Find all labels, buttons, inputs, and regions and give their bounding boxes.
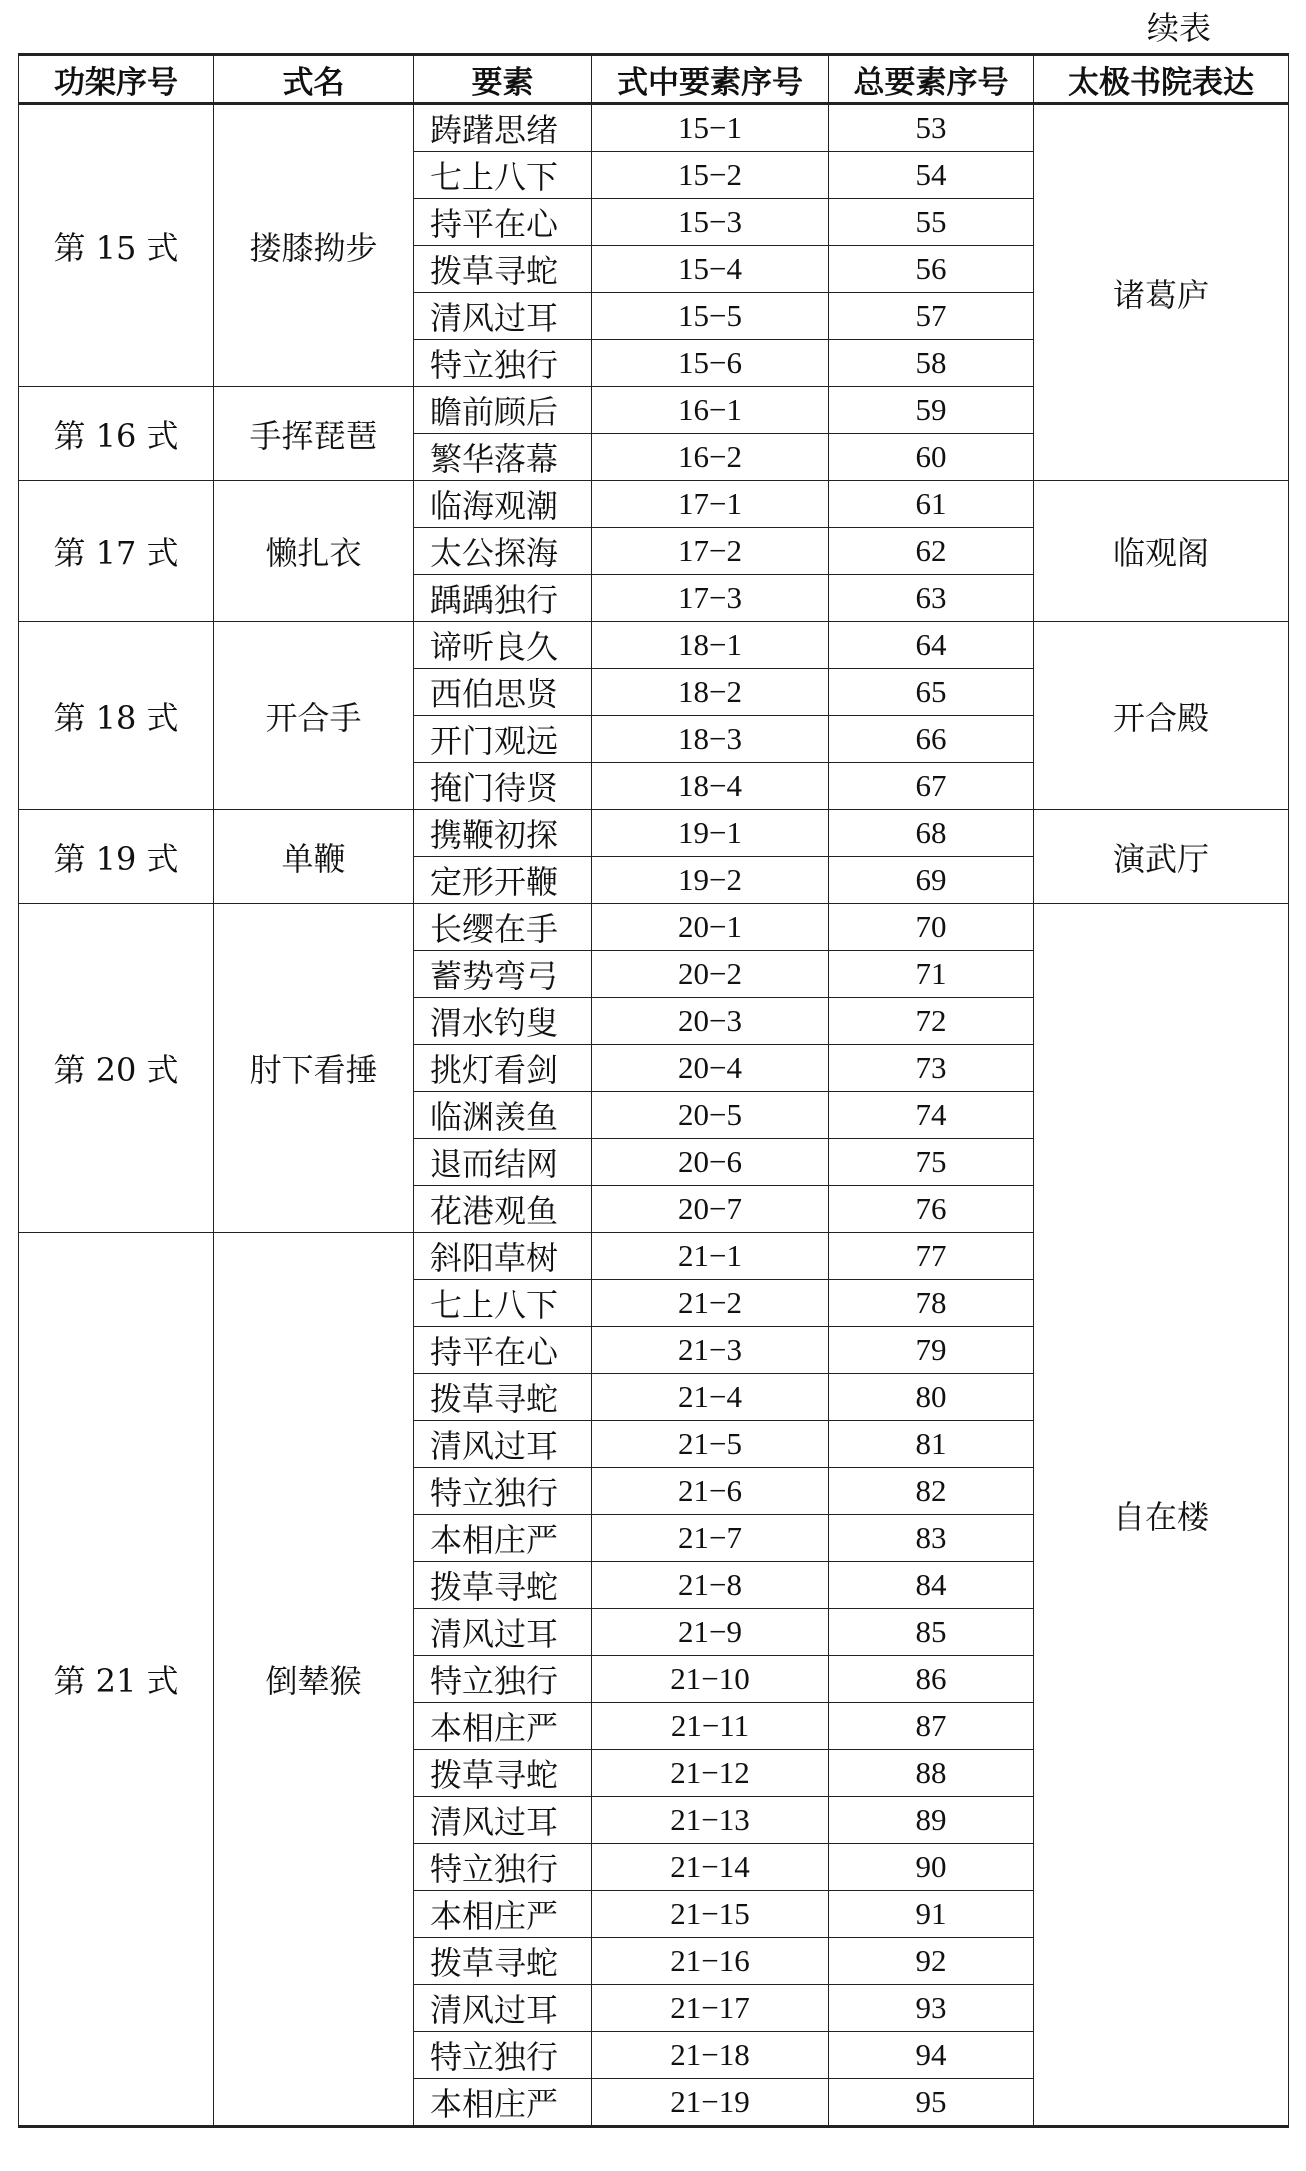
element-index-cell: 21−18 xyxy=(592,2032,829,2079)
element-cell: 本相庄严 xyxy=(414,1515,592,1562)
total-index-cell: 84 xyxy=(829,1562,1034,1609)
element-cell: 清风过耳 xyxy=(414,1797,592,1844)
element-index-cell: 21−10 xyxy=(592,1656,829,1703)
element-cell: 退而结网 xyxy=(414,1139,592,1186)
total-index-cell: 54 xyxy=(829,152,1034,199)
total-index-cell: 60 xyxy=(829,434,1034,481)
total-index-cell: 70 xyxy=(829,904,1034,951)
element-index-cell: 21−14 xyxy=(592,1844,829,1891)
form-name-cell: 倒辇猴 xyxy=(214,1233,414,2127)
element-index-cell: 15−3 xyxy=(592,199,829,246)
header-element: 要素 xyxy=(414,55,592,104)
header-seq: 功架序号 xyxy=(19,55,214,104)
total-index-cell: 88 xyxy=(829,1750,1034,1797)
total-index-cell: 80 xyxy=(829,1374,1034,1421)
element-index-cell: 20−6 xyxy=(592,1139,829,1186)
element-cell: 特立独行 xyxy=(414,1844,592,1891)
element-index-cell: 21−17 xyxy=(592,1985,829,2032)
total-index-cell: 82 xyxy=(829,1468,1034,1515)
forms-table xyxy=(18,53,1289,2128)
element-index-cell: 21−12 xyxy=(592,1750,829,1797)
element-cell: 七上八下 xyxy=(414,152,592,199)
form-seq-cell: 第 15 式 xyxy=(19,104,214,387)
table-body xyxy=(19,104,1289,2127)
form-name-cell: 肘下看捶 xyxy=(214,904,414,1233)
header-element-index: 式中要素序号 xyxy=(592,55,829,104)
element-index-cell: 15−5 xyxy=(592,293,829,340)
total-index-cell: 72 xyxy=(829,998,1034,1045)
element-index-cell: 16−2 xyxy=(592,434,829,481)
element-cell: 本相庄严 xyxy=(414,2079,592,2127)
element-index-cell: 18−2 xyxy=(592,669,829,716)
form-seq-cell: 第 18 式 xyxy=(19,622,214,810)
element-cell: 拨草寻蛇 xyxy=(414,1562,592,1609)
form-name-cell: 开合手 xyxy=(214,622,414,810)
element-index-cell: 18−1 xyxy=(592,622,829,669)
element-index-cell: 15−4 xyxy=(592,246,829,293)
element-cell: 清风过耳 xyxy=(414,1609,592,1656)
element-index-cell: 21−16 xyxy=(592,1938,829,1985)
element-cell: 特立独行 xyxy=(414,1656,592,1703)
total-index-cell: 76 xyxy=(829,1186,1034,1233)
element-cell: 本相庄严 xyxy=(414,1891,592,1938)
element-cell: 拨草寻蛇 xyxy=(414,1374,592,1421)
element-index-cell: 19−2 xyxy=(592,857,829,904)
total-index-cell: 61 xyxy=(829,481,1034,528)
element-index-cell: 15−6 xyxy=(592,340,829,387)
element-index-cell: 21−11 xyxy=(592,1703,829,1750)
form-seq-cell: 第 19 式 xyxy=(19,810,214,904)
element-index-cell: 21−19 xyxy=(592,2079,829,2127)
element-index-cell: 21−15 xyxy=(592,1891,829,1938)
element-cell: 清风过耳 xyxy=(414,293,592,340)
form-name-cell: 懒扎衣 xyxy=(214,481,414,622)
total-index-cell: 86 xyxy=(829,1656,1034,1703)
total-index-cell: 85 xyxy=(829,1609,1034,1656)
element-cell: 特立独行 xyxy=(414,2032,592,2079)
element-cell: 渭水钓叟 xyxy=(414,998,592,1045)
element-index-cell: 20−1 xyxy=(592,904,829,951)
total-index-cell: 83 xyxy=(829,1515,1034,1562)
element-cell: 拨草寻蛇 xyxy=(414,246,592,293)
element-cell: 太公探海 xyxy=(414,528,592,575)
element-index-cell: 20−5 xyxy=(592,1092,829,1139)
element-cell: 开门观远 xyxy=(414,716,592,763)
total-index-cell: 79 xyxy=(829,1327,1034,1374)
total-index-cell: 65 xyxy=(829,669,1034,716)
element-cell: 长缨在手 xyxy=(414,904,592,951)
table-row xyxy=(19,481,1289,528)
total-index-cell: 92 xyxy=(829,1938,1034,1985)
element-cell: 掩门待贤 xyxy=(414,763,592,810)
element-index-cell: 21−9 xyxy=(592,1609,829,1656)
element-index-cell: 18−3 xyxy=(592,716,829,763)
element-index-cell: 21−8 xyxy=(592,1562,829,1609)
header-name: 式名 xyxy=(214,55,414,104)
total-index-cell: 69 xyxy=(829,857,1034,904)
element-index-cell: 17−3 xyxy=(592,575,829,622)
element-cell: 挑灯看剑 xyxy=(414,1045,592,1092)
total-index-cell: 89 xyxy=(829,1797,1034,1844)
element-index-cell: 19−1 xyxy=(592,810,829,857)
form-name-cell: 搂膝拗步 xyxy=(214,104,414,387)
total-index-cell: 59 xyxy=(829,387,1034,434)
element-cell: 瞻前顾后 xyxy=(414,387,592,434)
form-seq-cell: 第 17 式 xyxy=(19,481,214,622)
element-index-cell: 17−2 xyxy=(592,528,829,575)
form-seq-cell: 第 21 式 xyxy=(19,1233,214,2127)
form-seq-cell: 第 20 式 xyxy=(19,904,214,1233)
element-cell: 临渊羡鱼 xyxy=(414,1092,592,1139)
header-total-index: 总要素序号 xyxy=(829,55,1034,104)
total-index-cell: 57 xyxy=(829,293,1034,340)
element-index-cell: 18−4 xyxy=(592,763,829,810)
total-index-cell: 93 xyxy=(829,1985,1034,2032)
element-cell: 持平在心 xyxy=(414,199,592,246)
total-index-cell: 74 xyxy=(829,1092,1034,1139)
element-index-cell: 21−5 xyxy=(592,1421,829,1468)
expression-cell: 演武厅 xyxy=(1034,810,1289,904)
element-index-cell: 20−2 xyxy=(592,951,829,998)
element-index-cell: 21−1 xyxy=(592,1233,829,1280)
element-index-cell: 21−13 xyxy=(592,1797,829,1844)
table-row xyxy=(19,622,1289,669)
element-cell: 繁华落幕 xyxy=(414,434,592,481)
total-index-cell: 58 xyxy=(829,340,1034,387)
form-name-cell: 手挥琵琶 xyxy=(214,387,414,481)
element-cell: 花港观鱼 xyxy=(414,1186,592,1233)
total-index-cell: 55 xyxy=(829,199,1034,246)
total-index-cell: 94 xyxy=(829,2032,1034,2079)
element-cell: 特立独行 xyxy=(414,340,592,387)
element-cell: 特立独行 xyxy=(414,1468,592,1515)
element-index-cell: 21−4 xyxy=(592,1374,829,1421)
total-index-cell: 91 xyxy=(829,1891,1034,1938)
expression-cell: 开合殿 xyxy=(1034,622,1289,810)
total-index-cell: 73 xyxy=(829,1045,1034,1092)
table-row xyxy=(19,810,1289,857)
element-index-cell: 15−1 xyxy=(592,104,829,152)
total-index-cell: 62 xyxy=(829,528,1034,575)
total-index-cell: 75 xyxy=(829,1139,1034,1186)
element-cell: 踽踽独行 xyxy=(414,575,592,622)
element-index-cell: 21−2 xyxy=(592,1280,829,1327)
element-index-cell: 17−1 xyxy=(592,481,829,528)
element-cell: 拨草寻蛇 xyxy=(414,1938,592,1985)
total-index-cell: 63 xyxy=(829,575,1034,622)
total-index-cell: 95 xyxy=(829,2079,1034,2127)
table-caption: 续表 xyxy=(1146,9,1211,47)
element-cell: 踌躇思绪 xyxy=(414,104,592,152)
element-cell: 清风过耳 xyxy=(414,1985,592,2032)
table-row xyxy=(19,104,1289,152)
total-index-cell: 87 xyxy=(829,1703,1034,1750)
expression-cell: 临观阁 xyxy=(1034,481,1289,622)
expression-cell: 诸葛庐 xyxy=(1034,104,1289,481)
element-index-cell: 20−4 xyxy=(592,1045,829,1092)
element-cell: 拨草寻蛇 xyxy=(414,1750,592,1797)
element-index-cell: 20−7 xyxy=(592,1186,829,1233)
element-cell: 定形开鞭 xyxy=(414,857,592,904)
total-index-cell: 77 xyxy=(829,1233,1034,1280)
total-index-cell: 78 xyxy=(829,1280,1034,1327)
total-index-cell: 66 xyxy=(829,716,1034,763)
element-cell: 携鞭初探 xyxy=(414,810,592,857)
total-index-cell: 64 xyxy=(829,622,1034,669)
total-index-cell: 71 xyxy=(829,951,1034,998)
element-cell: 谛听良久 xyxy=(414,622,592,669)
element-cell: 西伯思贤 xyxy=(414,669,592,716)
form-name-cell: 单鞭 xyxy=(214,810,414,904)
total-index-cell: 90 xyxy=(829,1844,1034,1891)
element-cell: 本相庄严 xyxy=(414,1703,592,1750)
element-index-cell: 16−1 xyxy=(592,387,829,434)
total-index-cell: 53 xyxy=(829,104,1034,152)
element-cell: 蓄势弯弓 xyxy=(414,951,592,998)
total-index-cell: 81 xyxy=(829,1421,1034,1468)
element-index-cell: 21−7 xyxy=(592,1515,829,1562)
total-index-cell: 67 xyxy=(829,763,1034,810)
table-row xyxy=(19,904,1289,951)
expression-cell: 自在楼 xyxy=(1034,904,1289,2127)
element-index-cell: 21−3 xyxy=(592,1327,829,1374)
element-cell: 清风过耳 xyxy=(414,1421,592,1468)
header-row xyxy=(19,55,1289,104)
total-index-cell: 56 xyxy=(829,246,1034,293)
form-seq-cell: 第 16 式 xyxy=(19,387,214,481)
total-index-cell: 68 xyxy=(829,810,1034,857)
element-cell: 持平在心 xyxy=(414,1327,592,1374)
header-expression: 太极书院表达 xyxy=(1034,55,1289,104)
element-index-cell: 15−2 xyxy=(592,152,829,199)
element-cell: 七上八下 xyxy=(414,1280,592,1327)
element-index-cell: 20−3 xyxy=(592,998,829,1045)
element-cell: 斜阳草树 xyxy=(414,1233,592,1280)
element-index-cell: 21−6 xyxy=(592,1468,829,1515)
element-cell: 临海观潮 xyxy=(414,481,592,528)
